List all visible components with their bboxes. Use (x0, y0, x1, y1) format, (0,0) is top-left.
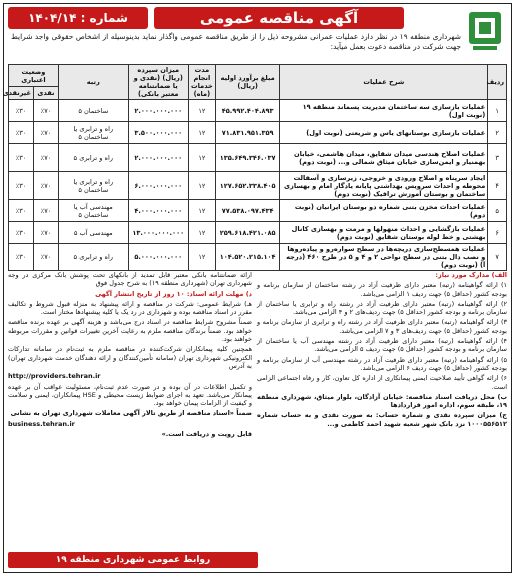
documents-location: ب) محل دریافت اسناد مناقصه: خیابان آزادگان، بلوار میثاق، شهرداری منطقه ۱۹، طبقه سوم، اداره امور قراردادها (257, 392, 507, 410)
guarantee-note: ارائه ضمانتنامه بانکی معتبر قابل تمدید از بانکهای تحت پوشش بانک مرکزی در وجه شهرداری تهران (شهرداری منطقه ۱۹) به شرح جدول فوق (8, 271, 252, 288)
requirement-item: ۱) ارائه گواهینامه (رتبه) معتبر دارای ظرفیت آزاد در رشته ساختمان از سازمان برنامه و بودجه کشور (حداقل ۵) جهت ردیف ۱ الزامی می‌باشد. (257, 281, 507, 298)
business-note-end: قابل رویت و دریافت است.» (161, 430, 252, 439)
row-number: ۶ (488, 222, 507, 244)
row-grade: راه و ترابری یا ساختمان ۵ (58, 122, 128, 144)
row-estimate: ۲۵۹.۶۱۸.۴۲۱.۰۸۵ (215, 222, 279, 244)
advertisement-frame (3, 3, 512, 573)
general-conditions-extra: ضمناً مشروح شرایط مناقصه در اسناد درج می‌باشد و هزینه آگهی بر عهده برنده مناقصه خواهد بود. ضمناً برندگان مناقصه ملزم به رعایت آخرین تغییرات قوانین و مقررات مربوطه خواهند بود. (8, 318, 252, 344)
registration-note: همچنین کلیه پیمانکاران شرکت‌کننده در مناقصه ملزم به ثبت‌نام در سامانه تدارکات الکترونیکی شهرداری تهران (سامانه تأمین‌کنندگان و ارائه دهندگان خدمت شهرداری تهران) به آدرس (8, 345, 252, 370)
row-description: عملیات بازگشایی و احداث منهولها و مرمت و بهسازی کانال بهشتی و خط لوله بوستان شقایق (نوبت دوم) (280, 222, 488, 244)
table-row (9, 200, 507, 222)
requirement-item: ۳) ارائه گواهینامه (رتبه) معتبر دارای ظرفیت آزاد در رشته راه و ترابری از سازمان برنامه و بودجه کشور (حداقل ۵) جهت ردیف‌های ۳ و ۷ الزامی می‌باشد. (257, 318, 507, 335)
requirement-item: ۲) ارائه گواهینامه (رتبه) معتبر دارای ظرفیت آزاد در رشته راه و ترابری یا ساختمان از سازمان برنامه و بودجه کشور (حداقل ۵) جهت ردیف‌های ۲ و ۴ الزامی می‌باشد. (257, 299, 507, 317)
table-row (9, 244, 507, 271)
row-deposit: ۱۳.۰۰۰.۰۰۰.۰۰۰ (128, 222, 188, 244)
row-cash: ٪۷۰ (34, 222, 59, 244)
row-grade: مهندسی آب ۵ (58, 222, 128, 244)
row-deposit: ۲.۰۰۰.۰۰۰.۰۰۰ (128, 144, 188, 172)
row-deposit: ۲.۰۰۰.۰۰۰.۰۰۰ (128, 100, 188, 122)
row-noncash: ٪۳۰ (9, 100, 34, 122)
row-number: ۷ (488, 244, 507, 271)
row-noncash: ٪۳۰ (9, 244, 34, 271)
row-description: عملیات اصلاح هندسی میدان شقایق، میدان هاشمی، خیابان بهمنیار و ایمن‌سازی خیابان میثاق شمالی و... (نوبت دوم) (280, 144, 488, 172)
row-noncash: ٪۳۰ (9, 144, 34, 172)
requirement-item: ۶) ارائه گواهی تأیید صلاحیت ایمنی پیمانکاری از اداره کل تعاون، کار و رفاه اجتماعی الزامی است. (257, 374, 507, 391)
header-row-no: ردیف (488, 65, 507, 100)
deposit-account: ج) میزان سپرده نقدی و شماره حساب: به صورت نقدی و به حساب شماره ۱۰۰۰۵۵۶۵۱۲ نزد بانک شهر شعبه شهید احمد کاظمی و... (257, 411, 507, 428)
row-duration: ۱۲ (188, 172, 215, 200)
business-link[interactable]: business.tehran.ir (8, 419, 75, 428)
table-row (9, 172, 507, 200)
tender-number: شماره : ۱۴۰۴/۱۴ (8, 7, 148, 29)
row-noncash: ٪۳۰ (9, 200, 34, 222)
row-cash: ٪۷۰ (34, 122, 59, 144)
row-noncash: ٪۳۰ (9, 122, 34, 144)
requirement-item: ۵) ارائه گواهینامه (رتبه) معتبر دارای ظرفیت آزاد در رشته مهندسی آب از سازمان برنامه و بودجه کشور (حداقل ۵) جهت ردیف ۶ الزامی می‌باشد. (257, 355, 507, 372)
header-deposit: میزان سپرده (ریال) (نقدی و یا ضمانتنامه معتبر بانکی) (128, 65, 188, 100)
deadline-note: د) مهلت ارائه اسناد: ۱۰ روز از تاریخ انتشار آگهی (95, 289, 252, 298)
tender-table (2, 64, 507, 271)
business-note: ضمناً «اسناد مناقصه از طریق تالار آگهی معاملات شهرداری تهران به نشانی (10, 409, 252, 418)
intro-text: شهرداری منطقه ۱۹ در نظر دارد عملیات عمرانی مشروحه ذیل را از طریق مناقصه عمومی واگذار نماید بدینوسیله از اشخاص حقوقی واجد شرایط جهت شرکت در مناقصه دعوت بعمل میآید: (11, 32, 461, 51)
row-cash: ٪۷۰ (34, 144, 59, 172)
footer-banner: روابط عمومی شهرداری منطقه ۱۹ (8, 552, 258, 568)
row-estimate: ۱۲۷.۶۵۲.۳۳۸.۴۰۵ (215, 172, 279, 200)
row-number: ۵ (488, 200, 507, 222)
row-duration: ۱۲ (188, 222, 215, 244)
row-cash: ٪۷۰ (34, 200, 59, 222)
requirement-item: ۴) ارائه گواهینامه (رتبه) معتبر دارای ظرفیت آزاد در رشته مهندسی آب یا ساختمان از سازمان برنامه و بودجه کشور (حداقل ۵) جهت ردیف ۵ الزامی می‌باشد. (257, 337, 507, 354)
header-noncash: غیرنقدی (9, 87, 34, 100)
row-number: ۱ (488, 100, 507, 122)
row-cash: ٪۷۰ (34, 172, 59, 200)
table-row (9, 122, 507, 144)
row-number: ۳ (488, 144, 507, 172)
row-estimate: ۷۱.۸۳۱.۹۵۱.۳۵۹ (215, 122, 279, 144)
table-row (9, 144, 507, 172)
row-estimate: ۱۰۴.۵۲۰.۲۱۵.۱۰۴ (215, 244, 279, 271)
row-grade: مهندسی آب یا ساختمان ۵ (58, 200, 128, 222)
row-grade: راه و ترابری ۵ (58, 244, 128, 271)
row-deposit: ۶.۰۰۰.۰۰۰.۰۰۰ (128, 172, 188, 200)
section-a-heading: الف) مدارک مورد نیاز: (435, 271, 507, 279)
header-description: شرح عملیات (280, 65, 488, 100)
header-duration: مدت انجام خدمات (ماه) (188, 65, 215, 100)
row-duration: ۱۲ (188, 100, 215, 122)
conditions-column (8, 271, 252, 543)
row-estimate: ۴۵.۹۹۲.۴۰۴.۸۹۳ (215, 100, 279, 122)
row-cash: ٪۷۰ (34, 244, 59, 271)
row-estimate: ۱۳۵.۶۴۹.۳۴۶.۰۳۷ (215, 144, 279, 172)
row-description: ایجاد سرپناه و اصلاح ورودی و خروجی، زیرسازی و آسفالت محوطه و احداث سرویس بهداشتی پایانه یادگار امام و بهسازی ساختمان و بوستان آموزش ترافیک (نوبت دوم) (280, 172, 488, 200)
municipality-logo-icon (465, 8, 505, 52)
row-duration: ۱۲ (188, 144, 215, 172)
hse-note: و تکمیل اطلاعات در آن بوده و در صورت عدم ثبت‌نام، مسئولیت عواقب آن بر عهده پیمانکار می‌باشد. تعهد به اجرای ضوابط زیست محیطی و HSE پیمانکاران، ایمنی و سلامت و کیفیت از الزامات پیمان خواهد بود. (8, 382, 252, 408)
row-deposit: ۵.۰۰۰.۰۰۰.۰۰۰ (128, 244, 188, 271)
header (4, 4, 511, 62)
header-payment: وضعیت اعتباری (9, 65, 59, 87)
header-estimate: مبلغ برآورد اولیه (ریال) (215, 65, 279, 100)
providers-link[interactable]: http://providers.tehran.ir (8, 372, 101, 381)
table-row (9, 100, 507, 122)
row-grade: راه و ترابری ۵ (58, 144, 128, 172)
row-number: ۲ (488, 122, 507, 144)
header-grade: رتبه (58, 65, 128, 100)
general-conditions: هـ) شرایط عمومی: شرکت در مناقصه و ارائه پیشنهاد به منزله قبول شروط و تکالیف مقرر در اسناد مناقصه بوده و شهرداری در رد یک یا کلیه پیشنهادها مختار است. (8, 299, 252, 317)
row-deposit: ۴.۰۰۰.۰۰۰.۰۰۰ (128, 200, 188, 222)
row-description: عملیات همسطح‌سازی دریچه‌ها در سطح سواره‌رو و پیاده‌روها و نصب دال بتنی در سطح نواحی ۲ و ۴ و ۵ در طرح ۴۶۰ (درجه آ) (نوبت دوم) (280, 244, 488, 271)
body-text (8, 271, 507, 543)
row-number: ۴ (488, 172, 507, 200)
table-row (9, 222, 507, 244)
row-noncash: ٪۳۰ (9, 222, 34, 244)
title-banner: آگهی مناقصه عمومی (154, 7, 404, 29)
row-description: عملیات بازسازی بوستانهای یاس و شریعتی (نوبت اول) (280, 122, 488, 144)
header-cash: نقدی (34, 87, 59, 100)
row-deposit: ۳.۵۰۰.۰۰۰.۰۰۰ (128, 122, 188, 144)
requirements-column (257, 271, 507, 543)
row-estimate: ۷۷.۵۳۸.۰۹۷.۴۳۴ (215, 200, 279, 222)
row-description: عملیات بازسازی سه ساختمان مدیریت پسماند منطقه ۱۹ (نوبت اول) (280, 100, 488, 122)
row-duration: ۱۲ (188, 200, 215, 222)
row-cash: ٪۷۰ (34, 100, 59, 122)
row-description: عملیات احداث مخزن بتنی شماره دو بوستان ایرانیان (نوبت دوم) (280, 200, 488, 222)
row-noncash: ٪۳۰ (9, 172, 34, 200)
row-duration: ۱۲ (188, 244, 215, 271)
row-grade: ساختمان ۵ (58, 100, 128, 122)
row-duration: ۱۲ (188, 122, 215, 144)
row-grade: راه و ترابری یا ساختمان ۵ (58, 172, 128, 200)
